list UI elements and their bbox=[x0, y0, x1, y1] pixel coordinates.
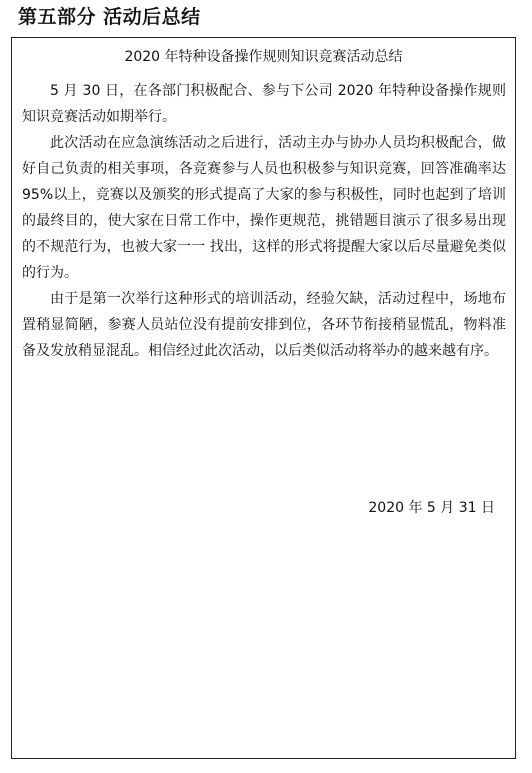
document-date: 2020 年 5 月 31 日 bbox=[368, 500, 495, 516]
paragraph-shortcomings: 由于是第一次举行这种形式的培训活动，经验欠缺，活动过程中，场地布置稍显简陋，参赛人员站位没有提前安排到位，各环节衔接稍显慌乱，物料准备及发放稍显混乱。相信经过此次活动，以后类似活动将举办的越来越有序。 bbox=[22, 291, 506, 359]
paragraph-event-held: 5 月 30 日，在各部门积极配合、参与下公司 2020 年特种设备操作规则知识竞赛活动如期举行。 bbox=[22, 83, 506, 125]
document-body bbox=[22, 78, 506, 364]
summary-document-box bbox=[11, 37, 516, 759]
section-heading: 第五部分 活动后总结 bbox=[18, 6, 201, 28]
document-title: 2020 年特种设备操作规则知识竞赛活动总结 bbox=[124, 49, 403, 65]
paragraph-event-results: 此次活动在应急演练活动之后进行，活动主办与协办人员均积极配合，做好自己负责的相关事项，各竞赛参与人员也积极参与知识竞赛，回答准确率达 95%以上，竞赛以及颁奖的形式提高了大家的参与积极性，同时也起到了培训的最终目的，使大家在日常工作中，操作更规范，挑错题目演示了很多易出现的不规范行为，也被大家一一 找出，这样的形式将提醒大家以后尽量避免类似的行为。 bbox=[22, 135, 506, 281]
